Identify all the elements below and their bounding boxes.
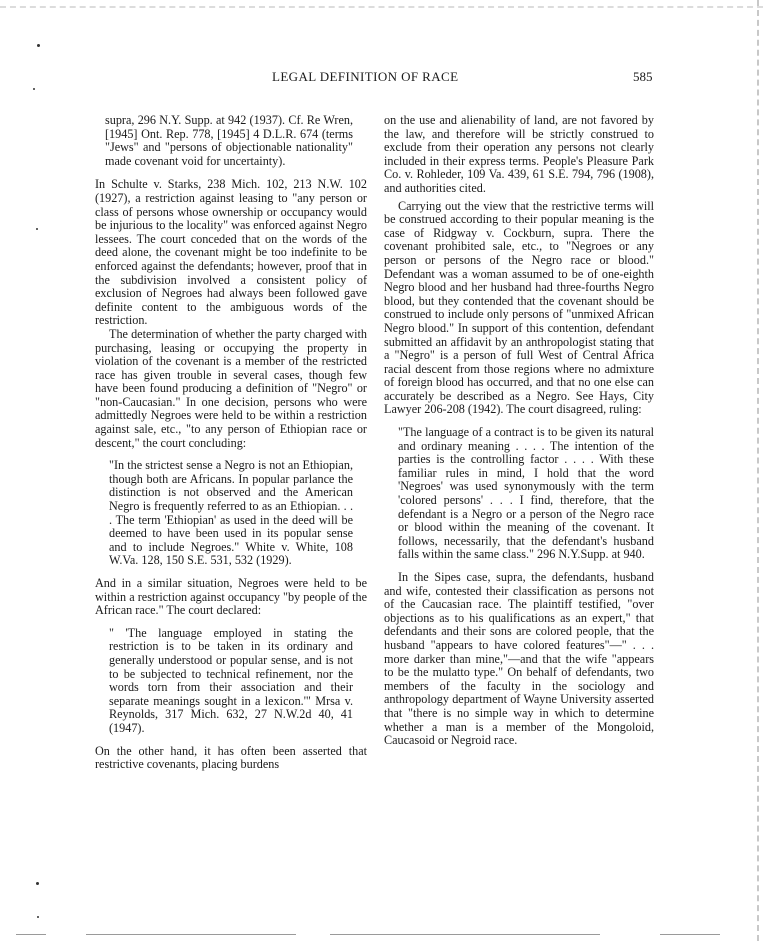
footnote-continuation: supra, 296 N.Y. Supp. at 942 (1937). Cf. Re Wren, [1945] Ont. Rep. 778, [1945] 4 D.L.R. 674 (terms "Jews" and "persons of objectionable nationality" made covenant void for uncertainty). bbox=[105, 113, 353, 168]
paragraph: And in a similar situation, Negroes were held to be within a restriction against occupancy "by people of the African race." The court declared: bbox=[95, 576, 367, 618]
right-column bbox=[384, 114, 654, 748]
page-edge-top bbox=[0, 6, 763, 8]
paragraph: on the use and alienability of land, are not favored by the law, and therefore will be strictly construed to exclude from their operation any persons not clearly included in their express terms. People's Pleasure Park Co. v. Rohleder, 109 Va. 439, 61 S.E. 794, 796 (1908), and authorities cited. bbox=[384, 113, 654, 195]
paragraph: In the Sipes case, supra, the defendants, husband and wife, contested their classification as persons not of the Caucasian race. The plaintiff testified, "over objections as to his qualifications as an expert," that defendants and their sons are colored people, that the husband "appears to have colored features"—" . . . more darker than mine,"—and that the wife "appears to be the mulatto type." On behalf of defendants, two members of the faculty in the sociology and anthropology department of Wayne University asserted that "there is no simple way in which to determine whether a man is a member of the Mongoloid, Caucasoid or Negroid race. bbox=[384, 570, 654, 748]
scan-speck bbox=[37, 44, 40, 47]
page-edge-right bbox=[757, 0, 759, 941]
block-quote: " 'The language employed in stating the restriction is to be taken in its ordinary and generally understood or popular sense, and is not to be subjected to technical refinement, nor the words torn from their association and their separate meanings sought in a lexicon.'" Mrsa v. Reynolds, 317 Mich. 632, 27 N.W.2d 40, 41 (1947). bbox=[109, 625, 353, 735]
block-quote: "The language of a contract is to be given its natural and ordinary meaning . . . . The intention of the parties is the controlling factor . . . . With these familiar rules in mind, I hold that the word 'Negroes' was used synonymously with the term 'colored persons' . . . I find, therefore, that the defendant is a Negro or a person of the Negro race or blood within the meaning of the covenant. It follows, necessarily, that the defendant's husband falls within the same class." 296 N.Y.Supp. at 940. bbox=[398, 425, 654, 562]
running-title: LEGAL DEFINITION OF RACE bbox=[272, 69, 459, 84]
bottom-rule bbox=[16, 934, 46, 935]
page-number: 585 bbox=[633, 69, 653, 84]
bottom-rule bbox=[86, 934, 296, 935]
block-quote: "In the strictest sense a Negro is not an Ethiopian, though both are Africans. In popular parlance the distinction is not observed and the American Negro is frequently referred to as an Ethiopian. . . . The term 'Ethiopian' as used in the deed will be deemed to have been used in its popular sense and to include Negroes." White v. White, 108 W.Va. 128, 150 S.E. 531, 532 (1929). bbox=[109, 458, 353, 568]
bottom-rule bbox=[660, 934, 720, 935]
left-column bbox=[95, 114, 367, 772]
paragraph: On the other hand, it has often been asserted that restrictive covenants, placing burdens bbox=[95, 743, 367, 772]
paragraph: In Schulte v. Starks, 238 Mich. 102, 213 N.W. 102 (1927), a restriction against leasing to "any person or class of persons whose ownership or occupancy would be injurious to the locality" was enforced against Negro lessees. The court conceded that on the words of the deed alone, the covenant might be too indefinite to be enforced against the defendants; however, proof that in the subdivision involved a consistent policy of exclusion of Negroes had always been followed gave definite content to the ambiguous words of the restriction. bbox=[95, 177, 367, 328]
bottom-rule bbox=[330, 934, 600, 935]
scan-speck bbox=[33, 88, 35, 90]
paragraph: Carrying out the view that the restrictive terms will be construed according to their popular meaning is the case of Ridgway v. Cockburn, supra. There the covenant prohibited sale, etc., to "Negroes or any person or persons of the Negro race or blood." Defendant was a woman assumed to be of one-eighth Negro blood and her husband had three-fourths Negro blood, but they contended that the covenant should be construed to include only persons of "unmixed African Negro blood." In support of this contention, defendant submitted an affidavit by an anthropologist stating that a "Negro" is a person of full West of Central Africa racial descent from those regions where no admixture of foreign blood has occurred, and that no one else can accurately be described as a Negro. See Hays, City Lawyer 206-208 (1942). The court disagreed, ruling: bbox=[384, 198, 654, 417]
scan-speck bbox=[36, 882, 39, 885]
scan-speck bbox=[37, 916, 39, 918]
scan-speck bbox=[36, 228, 38, 230]
paragraph: The determination of whether the party charged with purchasing, leasing or occupying the property in violation of the covenant is a member of the restricted race has given trouble in several cases, though few have been found producing a definition of "Negro" or "non-Caucasian." In one decision, persons who were admittedly Negroes were held to be within a restriction against sale, etc., "to any person of Ethiopian race or descent," the court concluding: bbox=[95, 326, 367, 450]
